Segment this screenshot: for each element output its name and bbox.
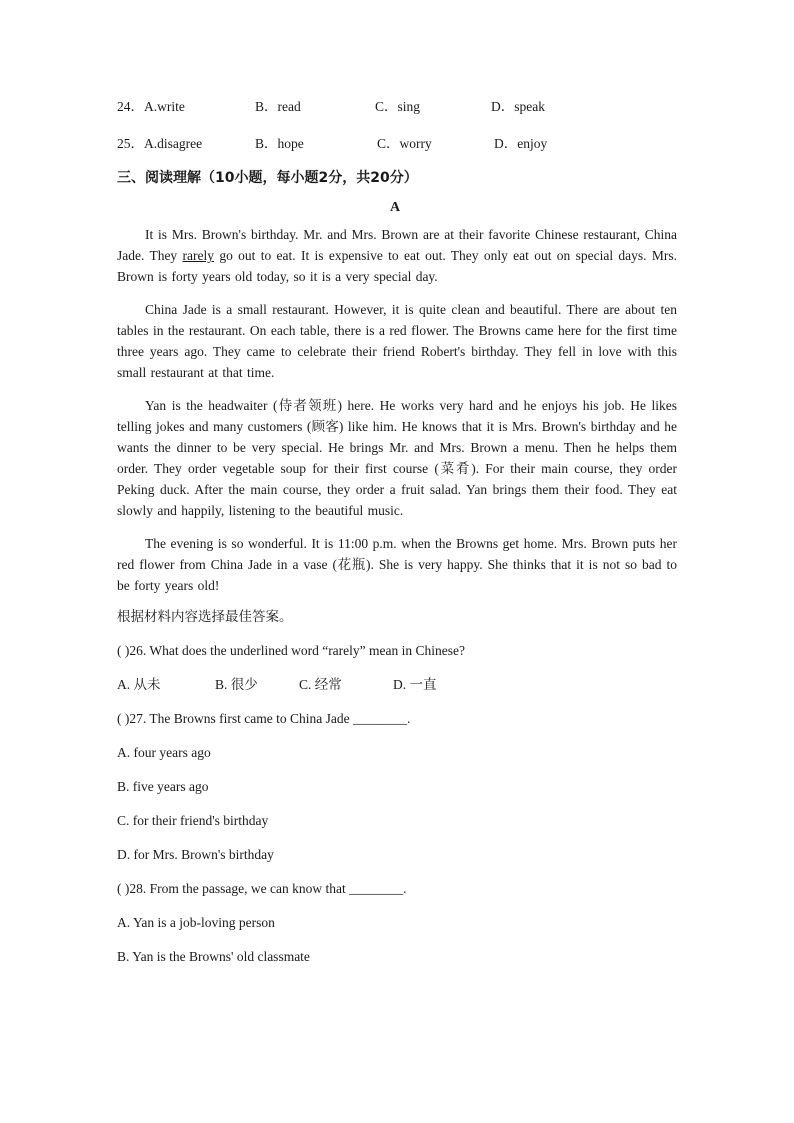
option-24-d: D．speak (491, 99, 545, 114)
option-27-a: A. four years ago (117, 745, 211, 760)
paragraph-1-text-end: go out to eat. It is expensive to eat out. They only eat out on special days. Mrs. Brown is forty years old today, so it is a very special day. (117, 248, 677, 284)
option-24-c: C．sing (375, 99, 421, 114)
passage-label: A (389, 200, 401, 215)
passage-paragraph-1 (117, 224, 677, 287)
question-27-stem: ( )27. The Browns first came to China Jade ________. (117, 711, 411, 726)
option-24-b: B．read (255, 99, 301, 114)
option-25-c: C．worry (377, 136, 432, 151)
question-25-options (117, 133, 677, 155)
option-26-b: B. 很少 (215, 677, 258, 692)
question-26-stem: ( )26. What does the underlined word “rarely” mean in Chinese? (117, 643, 466, 658)
option-25-a: 25．A.disagree (117, 136, 203, 151)
option-25-b: B．hope (255, 136, 304, 151)
passage-paragraph-3: Yan is the headwaiter (侍者领班) here. He works very hard and he enjoys his job. He likes telling jokes and many customers (顾客) like him. He knows that it is Mrs. Brown's birthday and he wants the dinner to be very special. He brings Mr. and Mrs. Brown a menu. Then he helps them order. They order vegetable soup for their first course (菜肴). For their main course, they order Peking duck. After the main course, they order a fruit salad. Yan brings them their food. They eat slowly and happily, listening to the beautiful music. (117, 398, 677, 518)
passage-paragraph-4: The evening is so wonderful. It is 11:00 p.m. when the Browns get home. Mrs. Brown puts her red flower from China Jade in a vase (花瓶). She is very happy. She thinks that it is not so bad to be forty years old! (117, 536, 677, 593)
exam-page (117, 96, 677, 980)
option-26-c: C. 经常 (299, 677, 342, 692)
option-24-a: 24．A.write (117, 99, 185, 114)
question-28-stem: ( )28. From the passage, we can know that ________. (117, 881, 407, 896)
question-24-options (117, 96, 677, 118)
passage-paragraph-2: China Jade is a small restaurant. However, it is quite clean and beautiful. There are about ten tables in the restaurant. On each table, there is a red flower. The Browns came here for the first time three years ago. They came to celebrate their friend Robert's birthday. They fell in love with this small restaurant at that time. (117, 302, 677, 380)
option-27-d: D. for Mrs. Brown's birthday (117, 847, 274, 862)
underlined-word: rarely (182, 248, 214, 263)
section-title: 三、阅读理解（10小题，每小题2分，共20分） (117, 170, 418, 186)
instruction: 根据材料内容选择最佳答案。 (117, 609, 293, 625)
option-27-c: C. for their friend's birthday (117, 813, 269, 828)
question-26-options (117, 674, 677, 696)
option-28-a: A. Yan is a job-loving person (117, 915, 275, 930)
option-26-d: D. 一直 (393, 677, 437, 692)
option-26-a: A. 从未 (117, 677, 161, 692)
option-28-b: B. Yan is the Browns' old classmate (117, 949, 310, 964)
option-25-d: D．enjoy (494, 136, 548, 151)
option-27-b: B. five years ago (117, 779, 209, 794)
paragraph-1-text-start: It is Mrs. Brown's birthday. Mr. and Mrs. Brown are at their favorite Chinese restaurant, China Jade. They (117, 227, 677, 263)
